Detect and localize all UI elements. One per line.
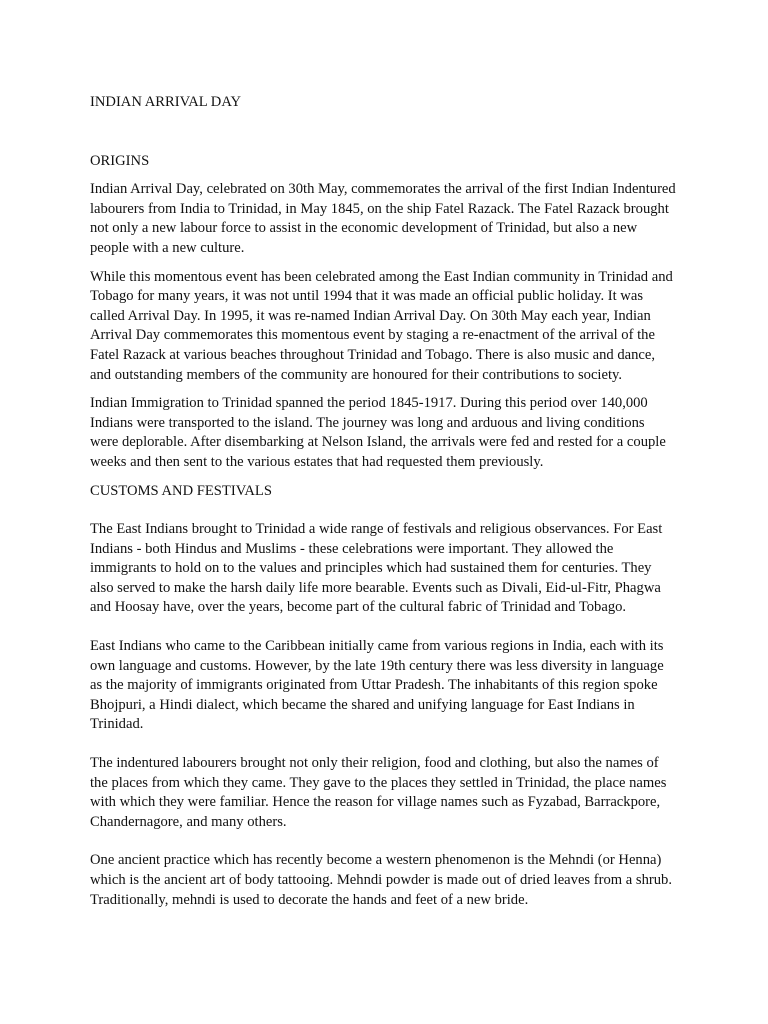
document-title: INDIAN ARRIVAL DAY xyxy=(90,94,242,110)
section-heading-customs: CUSTOMS AND FESTIVALS xyxy=(90,482,272,499)
document-body xyxy=(90,93,676,910)
paragraph-origins-1: Indian Arrival Day, celebrated on 30th May, commemorates the arrival of the first Indian Indentured labourers from India to Trinidad, in May 1845, on the ship Fatel Razack. The Fatel Razack brought not only a new labour force to assist in the economic development of Trinidad, but also a new people with a new culture. xyxy=(90,181,676,256)
paragraph-origins-2: While this momentous event has been celebrated among the East Indian community in Trinidad and Tobago for many years, it was not until 1994 that it was made an official public holiday. It was called Arrival Day. In 1995, it was re-named Indian Arrival Day. On 30th May each year, Indian Arrival Day commemorates this momentous event by staging a re-enactment of the arrival of the Fatel Razack at various beaches throughout Trinidad and Tobago. There is also music and dance, and outstanding members of the community are honoured for their contributions to society. xyxy=(90,268,673,383)
section-heading-origins: ORIGINS xyxy=(90,152,150,169)
paragraph-customs-3: The indentured labourers brought not only their religion, food and clothing, but also the names of the places from which they came. They gave to the places they settled in Trinidad, the place names with which they were familiar. Hence the reason for village names such as Fyzabad, Barrackpore, Chandernagore, and many others. xyxy=(90,755,667,830)
paragraph-origins-3: Indian Immigration to Trinidad spanned the period 1845-1917. During this period over 140,000 Indians were transported to the island. The journey was long and arduous and living conditions were deplorable. After disembarking at Nelson Island, the arrivals were fed and rested for a couple weeks and then sent to the various estates that had requested them previously. xyxy=(90,395,666,470)
paragraph-customs-1: The East Indians brought to Trinidad a wide range of festivals and religious observances. For East Indians - both Hindus and Muslims - these celebrations were important. They allowed the immigrants to hold on to the values and principles which had sustained them for centuries. They also served to make the harsh daily life more bearable. Events such as Divali, Eid-ul-Fitr, Phagwa and Hoosay have, over the years, become part of the cultural fabric of Trinidad and Tobago. xyxy=(90,521,663,616)
paragraph-customs-2: East Indians who came to the Caribbean initially came from various regions in India, each with its own language and customs. However, by the late 19th century there was less diversity in language as the majority of immigrants originated from Uttar Pradesh. The inhabitants of this region spoke Bhojpuri, a Hindi dialect, which became the shared and unifying language for East Indians in Trinidad. xyxy=(90,638,664,733)
paragraph-customs-4: One ancient practice which has recently become a western phenomenon is the Mehndi (or Henna) which is the ancient art of body tattooing. Mehndi powder is made out of dried leaves from a shrub. Traditionally, mehndi is used to decorate the hands and feet of a new bride. xyxy=(90,852,672,908)
